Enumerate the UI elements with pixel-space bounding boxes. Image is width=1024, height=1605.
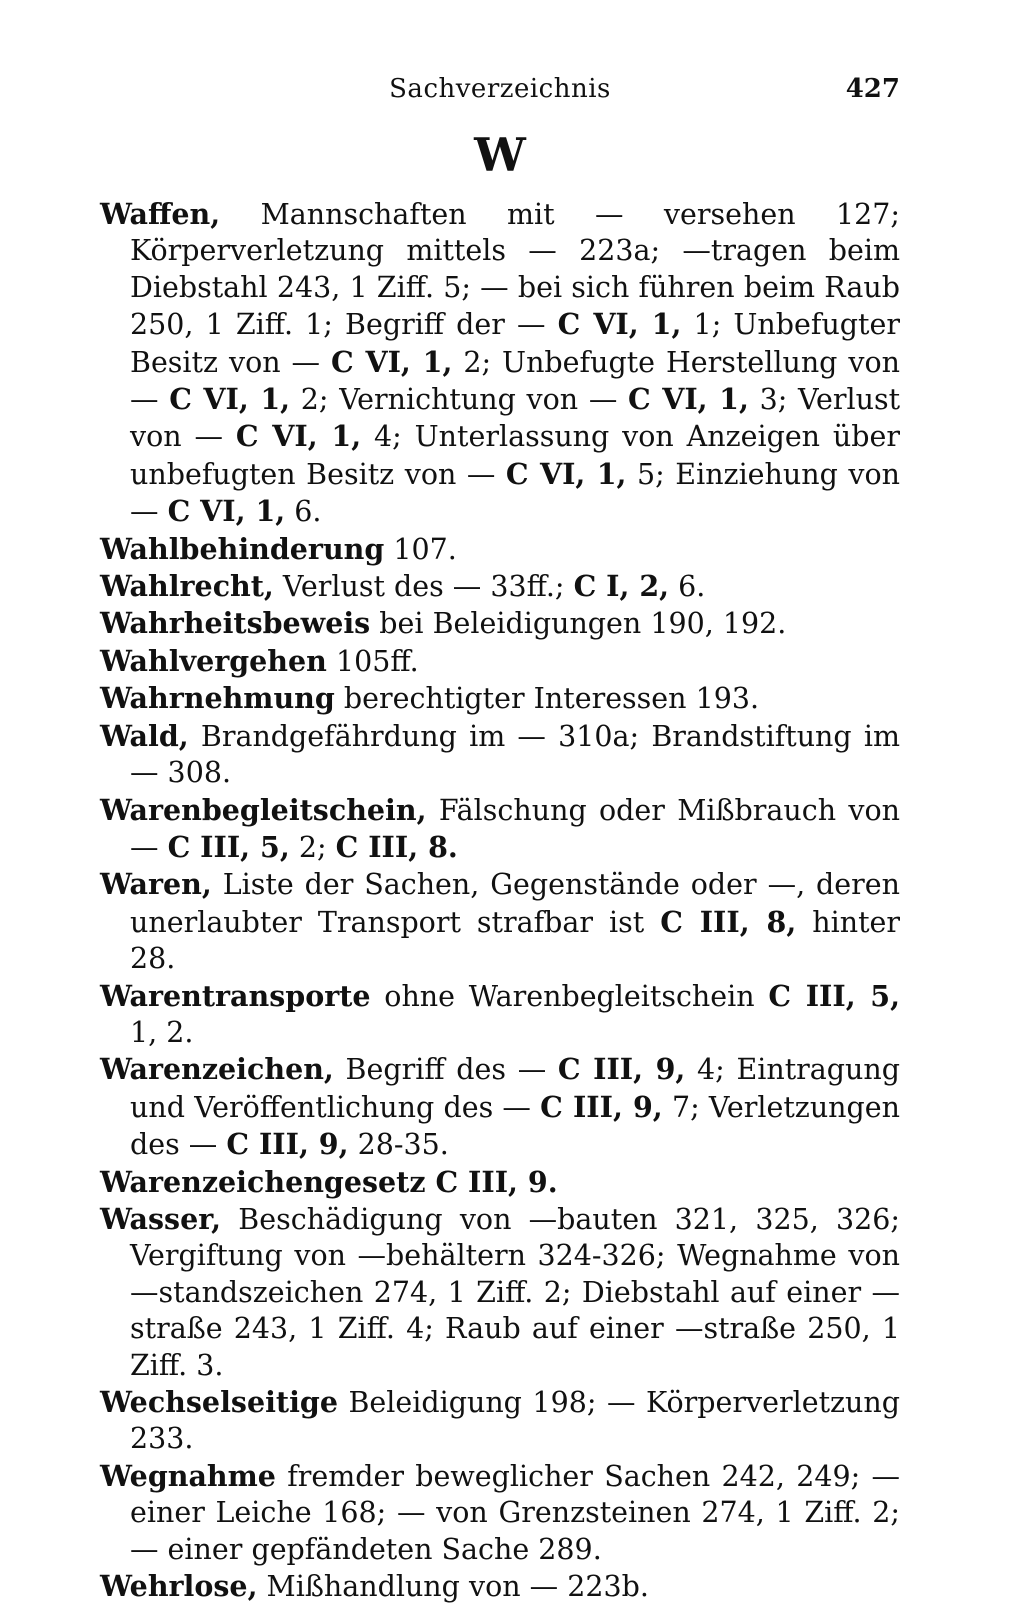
entry-reference: C VI, 1, <box>169 382 291 417</box>
entry-reference: C III, 9, <box>226 1127 349 1162</box>
index-entry <box>100 1201 900 1384</box>
index-entry <box>100 531 900 568</box>
entry-text: 6. <box>669 570 706 604</box>
entry-reference: C VI, 1, <box>505 456 627 491</box>
entry-text: 1, 2. <box>130 1015 194 1049</box>
index-entry-list <box>100 196 900 1605</box>
entry-text: Mißhandlung von — 223b. <box>257 1570 649 1604</box>
index-entry <box>100 605 900 642</box>
page-number: 427 <box>845 74 900 104</box>
entry-text: 3; Verlust von — <box>130 383 901 454</box>
entry-text: Fälschung oder Mißbrauch von — <box>130 793 900 864</box>
entry-headword: Warentransporte <box>100 978 371 1013</box>
entry-headword: Waffen, <box>100 197 221 231</box>
entry-text: bei Beleidigungen 190, 192. <box>370 607 787 641</box>
entry-text: Liste der Sachen, Gegenstände oder —, deren unerlaubter Transport strafbar ist <box>130 868 900 939</box>
entry-reference: C VI, 1, <box>557 307 682 342</box>
index-entry <box>100 568 900 605</box>
entry-headword: Wechselseitige <box>100 1385 338 1419</box>
entry-text: Brandgefährdung im — 310a; Brandstiftung im — 308. <box>130 719 900 790</box>
index-entry <box>100 680 900 717</box>
entry-headword: Wald, <box>100 718 189 753</box>
entry-text: Beleidigung 198; — Körperverletzung 233. <box>130 1386 900 1456</box>
index-entry <box>100 866 900 977</box>
entry-reference: C VI, 1, <box>628 382 749 417</box>
entry-text: Verlust des — 33ff.; <box>273 570 574 604</box>
index-entry <box>100 792 900 867</box>
entry-text: 2; <box>289 830 336 864</box>
index-entry <box>100 1458 900 1568</box>
entry-text: 7; Verletzungen des — <box>130 1090 901 1162</box>
entry-reference: C III, 5, <box>167 829 290 864</box>
page-header <box>100 74 900 114</box>
entry-headword: Warenzeichengesetz C III, 9. <box>100 1164 558 1199</box>
index-entry <box>100 718 900 792</box>
entry-headword: Waren, <box>100 867 212 902</box>
entry-text: 4; Unterlassung von Anzeigen über unbefugten Besitz von — <box>130 420 900 491</box>
entry-text: Mannschaften mit — versehen 127; Körperverletzung mittels — 223a; —tragen beim Diebstahl 243, 1 Ziff. 5; — bei sich führen beim Raub 250, 1 Ziff. 1; Begriff der — <box>130 198 900 342</box>
entry-reference: C I, 2, <box>573 569 670 604</box>
entry-text: 2; Unbefugte Herstellung von — <box>130 345 900 417</box>
entry-reference: C VI, 1, <box>235 419 362 454</box>
entry-text: 4; Eintragung und Veröffentlichung des — <box>130 1053 900 1124</box>
entry-headword: Warenzeichen, <box>100 1052 334 1087</box>
entry-text: 6. <box>285 495 322 529</box>
entry-text: 1; Unbefugter Besitz von — <box>130 308 900 379</box>
entry-headword: Wahrheitsbeweis <box>100 606 371 641</box>
entry-reference: C VI, 1, <box>167 494 286 529</box>
entry-headword: Wehrlose, <box>100 1569 258 1604</box>
entry-reference: C VI, 1, <box>330 344 453 379</box>
entry-text: Beschädigung von —bauten 321, 325, 326; Vergiftung von —behältern 324-326; Wegnahme von —standszeichen 274, 1 Ziff. 2; Diebstahl auf einer —straße 243, 1 Ziff. 4; Raub auf einer —straße 250, 1 Ziff. 3. <box>130 1202 900 1382</box>
entry-text: ohne Warenbegleitschein <box>370 979 769 1013</box>
entry-reference: C III, 9, <box>540 1089 663 1124</box>
entry-headword: Wahlvergehen <box>100 643 327 678</box>
index-entry <box>100 643 900 680</box>
entry-text: 28-35. <box>348 1128 449 1162</box>
entry-headword: Warenbegleitschein, <box>100 792 427 827</box>
entry-headword: Wegnahme <box>100 1458 276 1493</box>
entry-text: berechtigter Interessen 193. <box>334 682 760 716</box>
entry-text: 105ff. <box>326 644 419 678</box>
index-entry <box>100 1568 900 1605</box>
entry-headword: Wahrnehmung <box>100 681 335 716</box>
entry-headword: Wahlrecht, <box>100 569 274 604</box>
entry-reference: C III, 8. <box>335 829 458 864</box>
entry-text: hinter 28. <box>130 905 901 976</box>
entry-text: Begriff des — <box>333 1053 558 1087</box>
index-entry <box>100 1164 900 1201</box>
index-entry <box>100 978 900 1052</box>
entry-text: 107. <box>384 532 457 566</box>
entry-headword: Wasser, <box>100 1201 222 1236</box>
index-entry <box>100 1384 900 1458</box>
entry-text: fremder beweglicher Sachen 242, 249; — einer Leiche 168; — von Grenzsteinen 274, 1 Ziff. 2; — einer gepfändeten Sache 289. <box>130 1459 900 1566</box>
entry-text: 5; Einziehung von — <box>130 457 900 529</box>
entry-reference: C III, 5, <box>768 978 900 1013</box>
running-title: Sachverzeichnis <box>389 74 611 104</box>
index-entry <box>100 1051 900 1163</box>
section-letter: W <box>474 128 526 182</box>
index-entry <box>100 196 900 531</box>
entry-headword: Wahlbehinderung <box>100 531 385 566</box>
entry-reference: C III, 9, <box>557 1052 686 1087</box>
entry-reference: C III, 8, <box>660 904 797 939</box>
entry-text: 2; Vernichtung von — <box>290 383 629 417</box>
